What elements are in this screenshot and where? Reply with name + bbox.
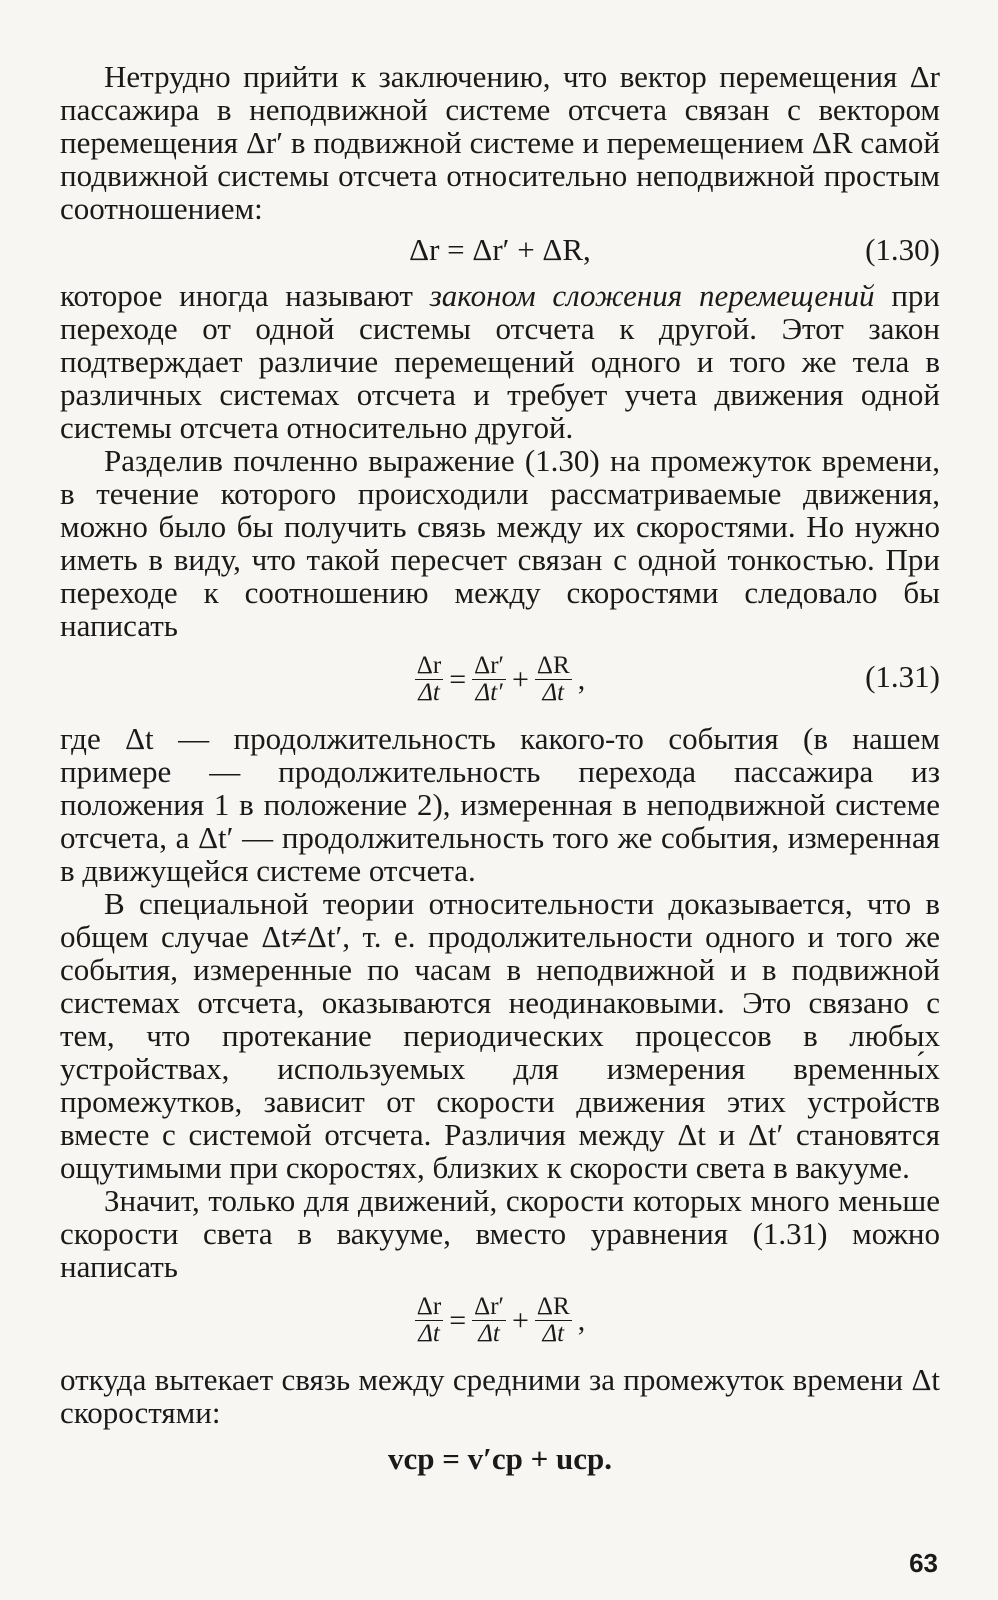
plus-sign: + — [512, 662, 529, 696]
paragraph-2-start: которое иногда называют — [60, 278, 430, 313]
equation-velocity-addition — [60, 1435, 940, 1481]
comma: , — [577, 1303, 586, 1337]
equation-1-30-number: (1.30) — [865, 232, 940, 267]
paragraph-2-end: при переходе от одной системы отсчета к другой. Этот закон подтверждает различие перемещений одного и того же тела в различных системах отсчета и требует учета движения одной системы отсчета относительно другой. — [60, 278, 940, 445]
fraction-numerator: Δr′ — [474, 651, 504, 679]
term-law-of-displacement-addition: законом сложения перемещений — [429, 278, 875, 313]
fraction-drprime-dtprime — [472, 653, 506, 706]
equals-sign: = — [449, 662, 467, 696]
fraction-numerator: Δr — [416, 651, 442, 679]
equation-1-30 — [60, 227, 940, 271]
fraction-numerator: ΔR — [536, 1292, 570, 1320]
paragraph-1: Нетрудно прийти к заключению, что вектор перемещения Δr пассажира в неподвижной системе отсчета связан с вектором перемещения Δr′ в подвижной системе и перемещением ΔR самой подвижной системы отсчета относительно неподвижной простым соотношением: — [60, 59, 940, 226]
paragraph-6: Значит, только для движений, скорости которых много меньше скорости света в вакууме, вместо уравнения (1.31) можно написать — [60, 1183, 940, 1284]
equals-sign: = — [449, 1303, 467, 1337]
fraction-drprime-dt — [472, 1294, 506, 1347]
paragraph-2 — [60, 279, 940, 444]
fraction-dr-dt — [415, 1294, 443, 1347]
equation-velocity-formula: vср = v′ср + uср. — [387, 1440, 613, 1476]
page-number: 63 — [909, 1548, 938, 1578]
fraction-denominator: Δt — [542, 678, 565, 706]
equation-1-31-number: (1.31) — [865, 659, 940, 694]
fraction-denominator: Δt — [418, 678, 440, 706]
paragraph-5: В специальной теории относительности доказывается, что в общем случае Δt≠Δt′, т. е. продолжительности одного и того же события, измеренные по часам в неподвижной и в подвижной системах отсчета, оказываются неодинаковыми. Это связано с тем, что протекание периодических процессов в любых устройствах, используемых для измерения временны́х промежутков, зависит от скорости движения этих устройств вместе с системой отсчета. Различия между Δt и Δt′ становятся ощутимыми при скоростях, близких к скорости света в вакууме. — [60, 886, 940, 1185]
fraction-dR-dt — [535, 653, 572, 706]
page-body — [60, 60, 940, 1481]
fraction-dR-dt — [535, 1294, 572, 1347]
equation-1-30-formula: Δr = Δr′ + ΔR, — [409, 231, 591, 267]
paragraph-7: откуда вытекает связь между средними за промежуток времени Δt скоростями: — [60, 1362, 940, 1430]
equation-1-31 — [60, 646, 940, 712]
fraction-denominator: Δt′ — [475, 678, 503, 706]
fraction-dr-dt — [415, 653, 443, 706]
equation-low-speed — [60, 1287, 940, 1353]
fraction-denominator: Δt — [542, 1319, 565, 1347]
fraction-denominator: Δt — [478, 1319, 500, 1347]
fraction-denominator: Δt — [418, 1319, 440, 1347]
fraction-numerator: Δr — [416, 1292, 442, 1320]
plus-sign: + — [512, 1303, 529, 1337]
paragraph-3: Разделив почленно выражение (1.30) на промежуток времени, в течение которого происходили рассматриваемые движения, можно было бы получить связь между их скоростями. Но нужно иметь в виду, что такой пересчет связан с одной тонкостью. При переходе к соотношению между скоростями следовало бы написать — [60, 443, 940, 643]
paragraph-4: где Δt — продолжительность какого-то события (в нашем примере — продолжительность перехода пассажира из положения 1 в положение 2), измеренная в неподвижной системе отсчета, а Δt′ — продолжительность того же события, измеренная в движущейся системе отсчета. — [60, 721, 940, 888]
comma: , — [577, 662, 586, 696]
fraction-numerator: ΔR — [536, 651, 570, 679]
fraction-numerator: Δr′ — [474, 1292, 504, 1320]
